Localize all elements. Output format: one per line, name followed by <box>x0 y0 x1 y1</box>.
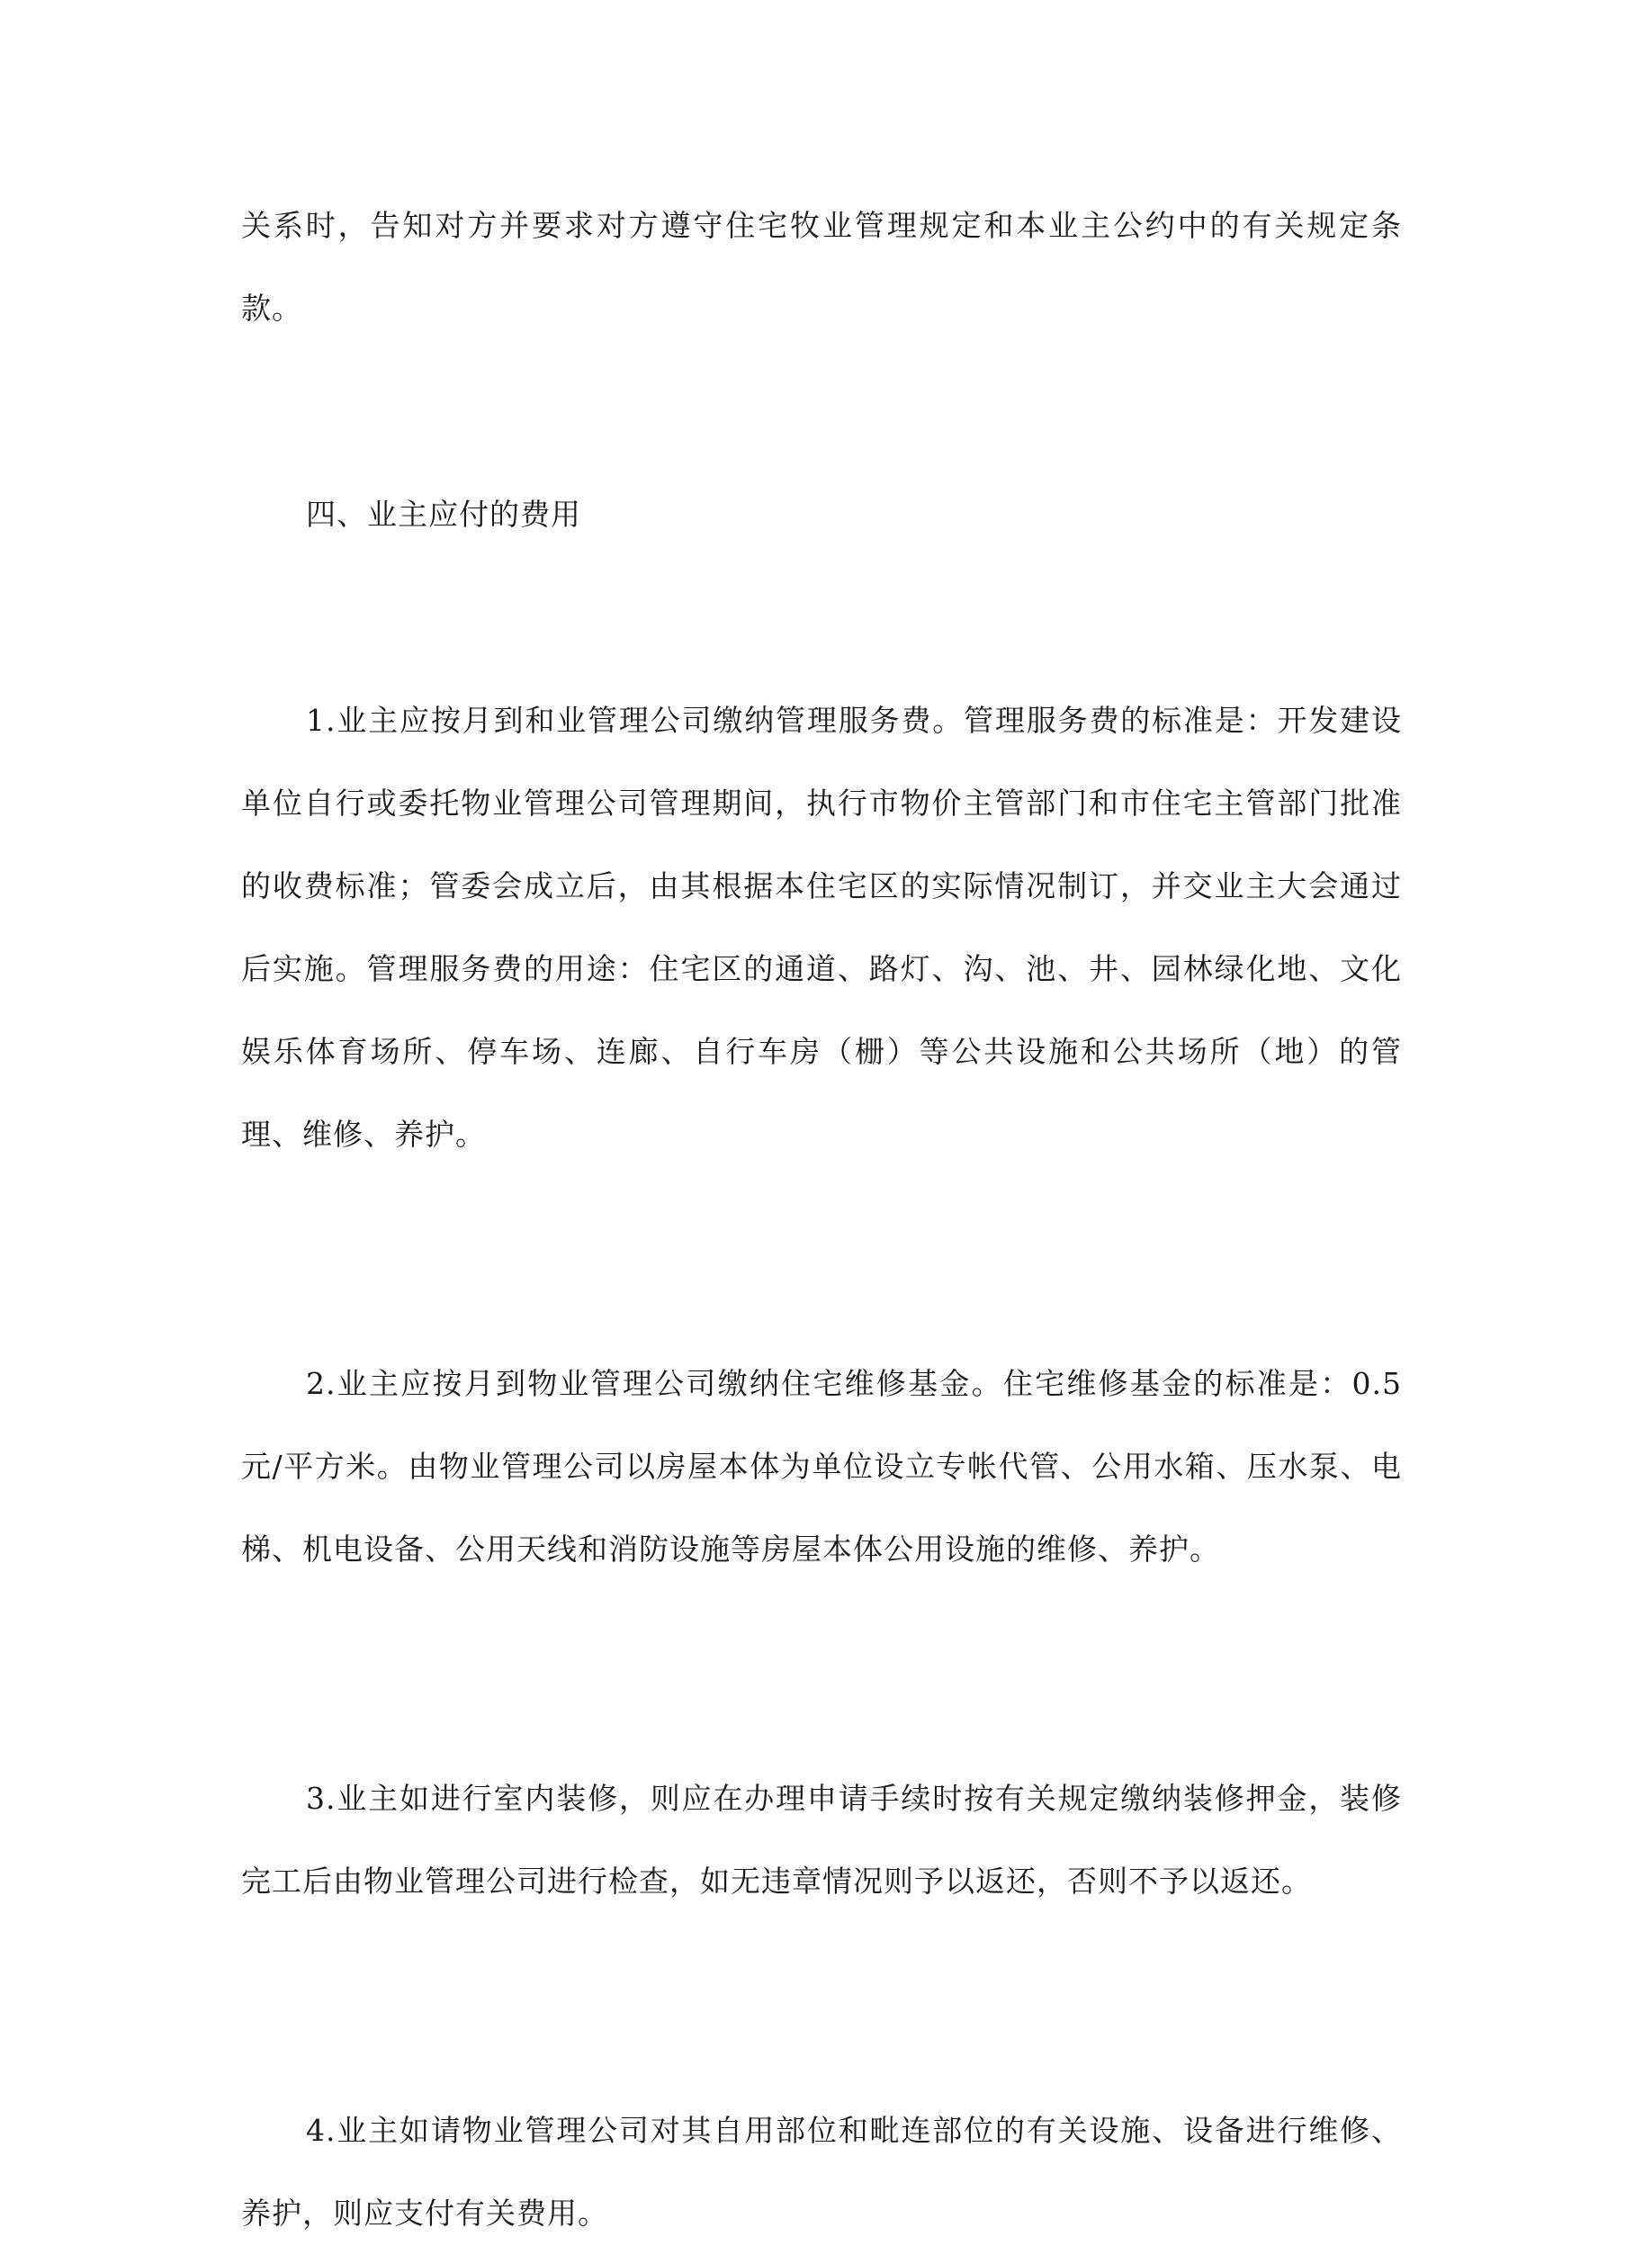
paragraph-item-4: 4.业主如请物业管理公司对其自用部位和毗连部位的有关设施、设备进行维修、养护，则应支付有关费用。 <box>241 2113 1402 2231</box>
paragraph-item-3: 3.业主如进行室内装修，则应在办理申请手续时按有关规定缴纳装修押金，装修完工后由物业管理公司进行检查，如无违章情况则予以返还，否则不予以返还。 <box>241 1781 1402 1899</box>
document-page <box>241 184 1402 2255</box>
paragraph-continuation: 关系时，告知对方并要求对方遵守住宅牧业管理规定和本业主公约中的有关规定条款。 <box>241 208 1402 326</box>
paragraph-item-2: 2.业主应按月到物业管理公司缴纳住宅维修基金。住宅维修基金的标准是：0.5元/平方米。由物业管理公司以房屋本体为单位设立专帐代管、公用水箱、压水泵、电梯、机电设备、公用天线和消防设施等房屋本体公用设施的维修、养护。 <box>241 1366 1402 1567</box>
section-heading: 四、业主应付的费用 <box>306 497 581 532</box>
paragraph-item-1: 1.业主应按月到和业管理公司缴纳管理服务费。管理服务费的标准是：开发建设单位自行或委托物业管理公司管理期间，执行市物价主管部门和市住宅主管部门批准的收费标准；管委会成立后，由其根据本住宅区的实际情况制订，并交业主大会通过后实施。管理服务费的用途：住宅区的通道、路灯、沟、池、井、园林绿化地、文化娱乐体育场所、停车场、连廊、自行车房（栅）等公共设施和公共场所（地）的管理、维修、养护。 <box>241 703 1402 1152</box>
